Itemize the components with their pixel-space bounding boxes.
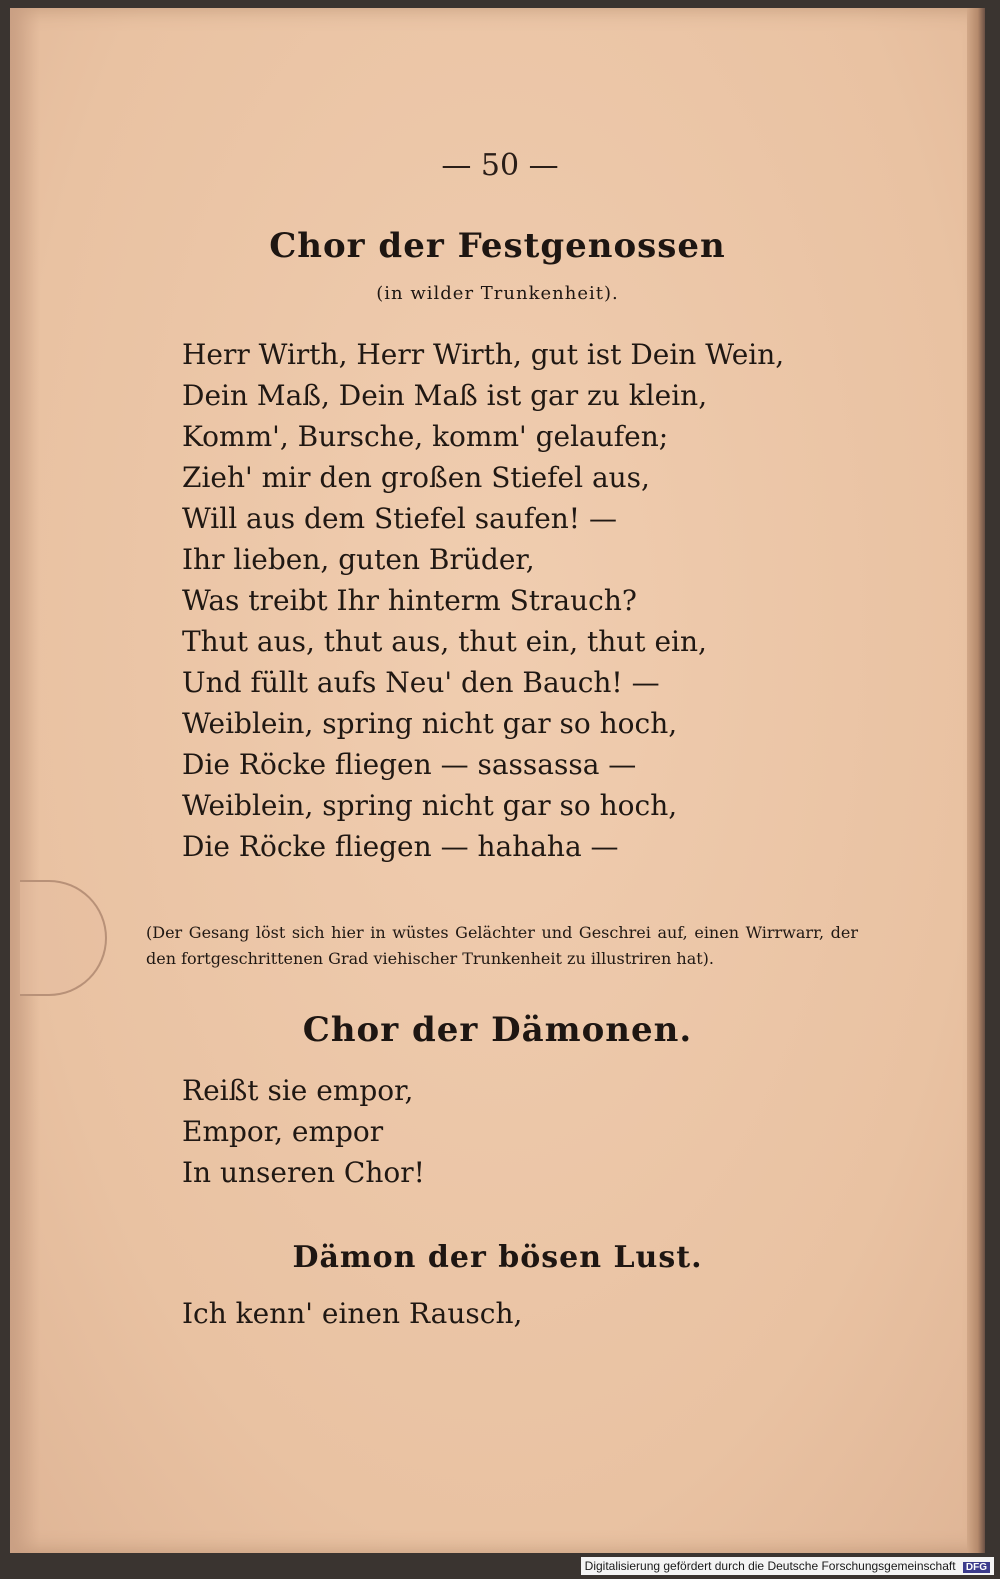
page-tab bbox=[20, 880, 107, 996]
verse-line: Die Röcke fliegen — hahaha — bbox=[182, 830, 619, 863]
verse-daemonen bbox=[182, 1070, 425, 1193]
verse-line: Was treibt Ihr hinterm Strauch? bbox=[182, 584, 637, 617]
dfg-logo: DFG bbox=[963, 1562, 990, 1573]
page-number: — 50 — bbox=[441, 148, 559, 183]
section-subtitle: (in wilder Trunkenheit). bbox=[376, 283, 619, 304]
stage-direction: (Der Gesang löst sich hier in wüstes Gelächter und Geschrei auf, einen Wirrwarr, der den fortgeschrittenen Grad viehischer Trunkenheit zu illustriren hat). bbox=[146, 923, 858, 968]
verse-line: Herr Wirth, Herr Wirth, gut ist Dein Wein, bbox=[182, 338, 785, 371]
verse-line: Die Röcke fliegen — sassassa — bbox=[182, 748, 637, 781]
verse-line: Thut aus, thut aus, thut ein, thut ein, bbox=[182, 625, 707, 658]
digitization-credit bbox=[581, 1557, 994, 1575]
credit-text: Digitalisierung gefördert durch die Deutsche Forschungsgemeinschaft bbox=[584, 1559, 956, 1573]
verse-line: Weiblein, spring nicht gar so hoch, bbox=[182, 789, 678, 822]
verse-line: Empor, empor bbox=[182, 1115, 384, 1148]
book-page bbox=[10, 8, 985, 1553]
section-title-festgenossen: Chor der Festgenossen bbox=[269, 226, 726, 266]
verse-line: Ich kenn' einen Rausch, bbox=[182, 1297, 523, 1330]
verse-line: Zieh' mir den großen Stiefel aus, bbox=[182, 461, 650, 494]
verse-line: Und füllt aufs Neu' den Bauch! — bbox=[182, 666, 660, 699]
verse-line: Ihr lieben, guten Brüder, bbox=[182, 543, 535, 576]
verse-daemon-lust bbox=[182, 1293, 522, 1334]
verse-line: Komm', Bursche, komm' gelaufen; bbox=[182, 420, 669, 453]
section-title-daemon-lust: Dämon der bösen Lust. bbox=[292, 1240, 703, 1275]
verse-line: Reißt sie empor, bbox=[182, 1074, 414, 1107]
verse-festgenossen bbox=[182, 334, 784, 867]
verse-line: In unseren Chor! bbox=[182, 1156, 425, 1189]
verse-line: Weiblein, spring nicht gar so hoch, bbox=[182, 707, 678, 740]
verse-line: Will aus dem Stiefel saufen! — bbox=[182, 502, 617, 535]
verse-line: Dein Maß, Dein Maß ist gar zu klein, bbox=[182, 379, 708, 412]
section-title-daemonen: Chor der Dämonen. bbox=[302, 1010, 693, 1050]
